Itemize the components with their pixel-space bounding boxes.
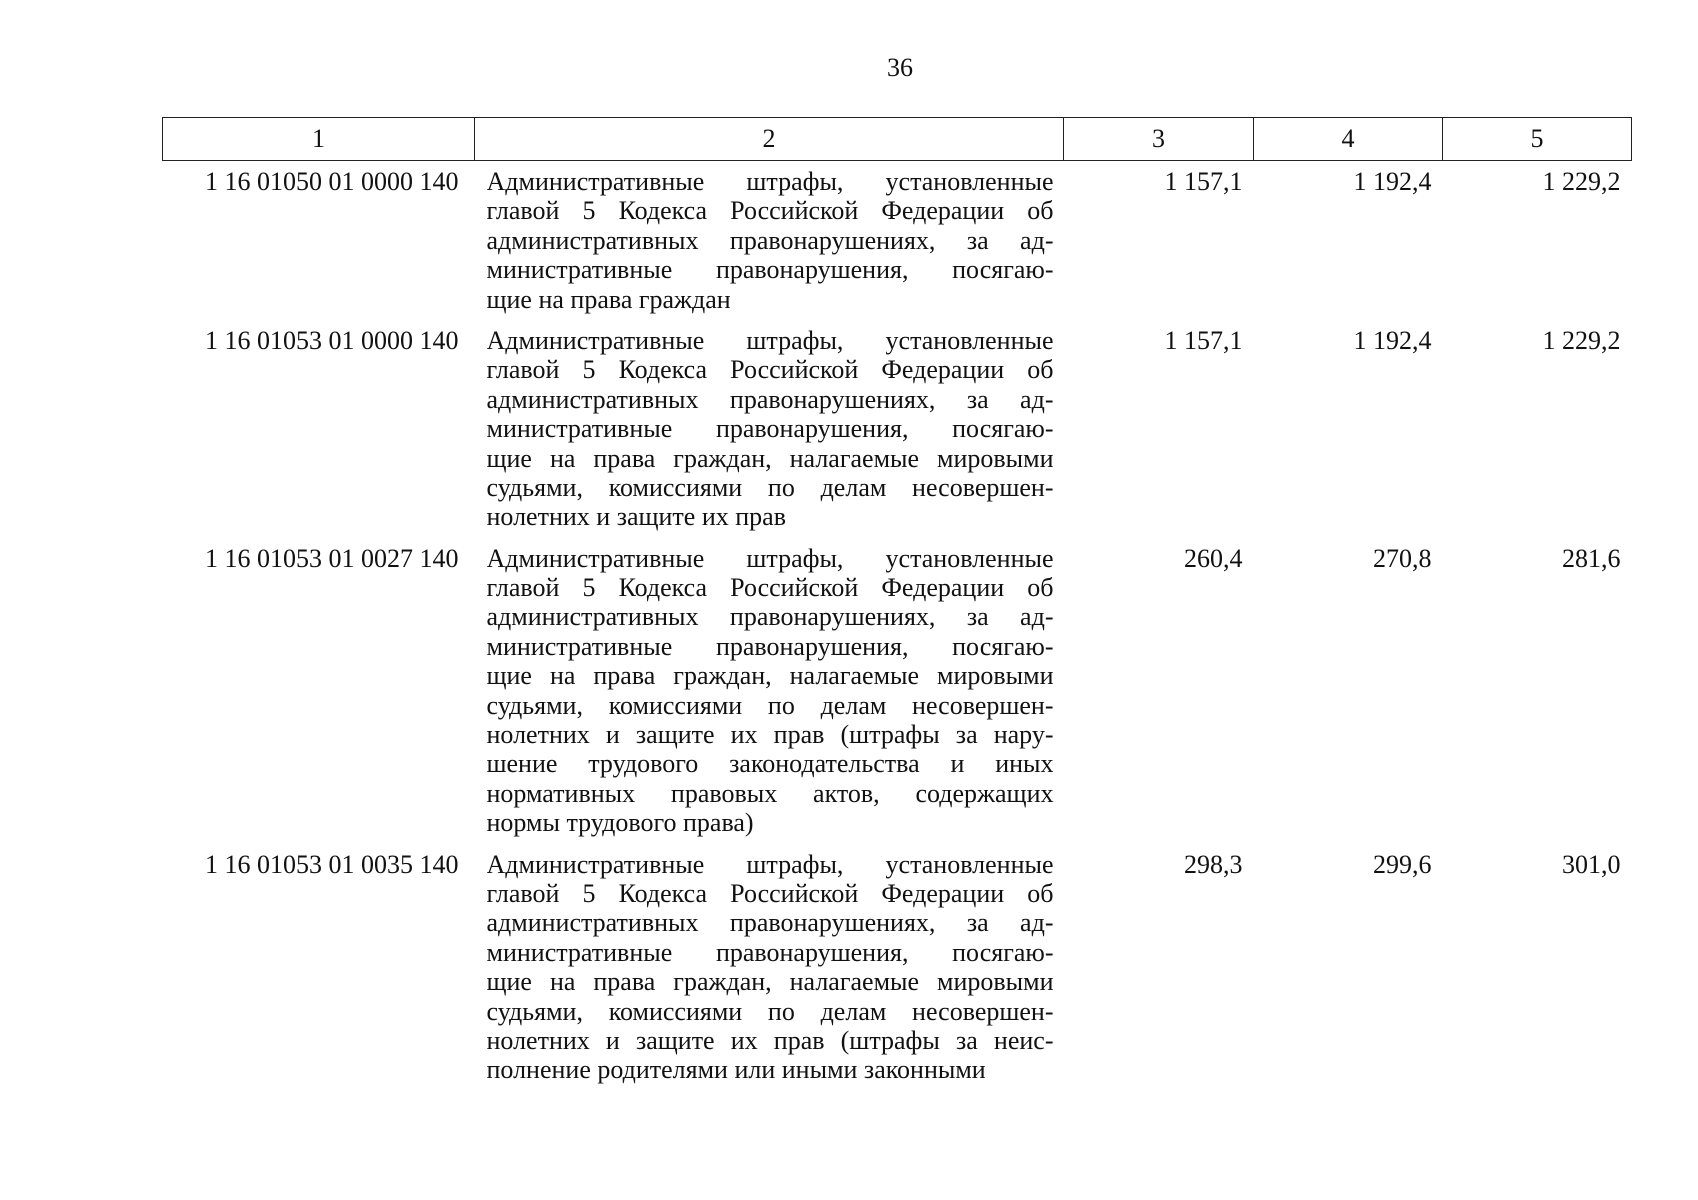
- description-line: административных правонарушениях, за ад-: [486, 225, 1054, 255]
- description-line: щие на права граждан, налагаемые мировыми: [486, 967, 1054, 997]
- amount-column-5: 1 229,2: [1542, 325, 1621, 355]
- table-row: [163, 850, 1632, 1097]
- description-line: щие на права граждан: [486, 284, 731, 314]
- description-line: министративные правонарушения, посягаю-: [486, 631, 1054, 661]
- column-header-2: 2: [475, 118, 1064, 161]
- table-row: [163, 544, 1632, 850]
- description-line: нолетних и защите их прав: [486, 502, 786, 532]
- revenue-table-container: [162, 117, 1631, 1097]
- table-row: [163, 326, 1632, 544]
- revenue-description: [475, 161, 1064, 326]
- amount-column-3: 260,4: [1184, 543, 1243, 573]
- budget-classification-code: 1 16 01050 01 0000 140: [205, 167, 459, 196]
- revenue-table: [162, 117, 1632, 1097]
- revenue-description: [475, 326, 1064, 544]
- description-line: нормативных правовых актов, содержащих: [486, 778, 1054, 808]
- description-line: шение трудового законодательства и иных: [486, 749, 1054, 779]
- amount-column-4: 1 192,4: [1353, 167, 1432, 196]
- amount-column-4: 270,8: [1373, 543, 1432, 573]
- description-line: министративные правонарушения, посягаю-: [486, 937, 1054, 967]
- description-line: Административные штрафы, установленные: [486, 543, 1054, 573]
- budget-classification-code: 1 16 01053 01 0000 140: [205, 325, 459, 355]
- budget-classification-code: 1 16 01053 01 0035 140: [205, 849, 459, 879]
- description-line: нолетних и защите их прав (штрафы за нару-: [486, 720, 1054, 750]
- description-line: полнение родителями или иными законными: [486, 1055, 986, 1085]
- description-line: судьями, комиссиями по делам несовершен-: [486, 472, 1054, 502]
- description-line: Административные штрафы, установленные: [486, 325, 1054, 355]
- description-line: нормы трудового права): [486, 808, 754, 838]
- revenue-description: [475, 544, 1064, 850]
- description-line: Административные штрафы, установленные: [486, 167, 1054, 196]
- page-number: 36: [887, 53, 913, 82]
- column-header-4: 4: [1254, 118, 1443, 161]
- description-line: административных правонарушениях, за ад-: [486, 384, 1054, 414]
- amount-column-4: 1 192,4: [1353, 325, 1432, 355]
- amount-column-3: 298,3: [1184, 849, 1243, 879]
- column-header-5: 5: [1443, 118, 1632, 161]
- amount-column-4: 299,6: [1373, 849, 1432, 879]
- description-line: министративные правонарушения, посягаю-: [486, 414, 1054, 444]
- revenue-description: [475, 850, 1064, 1097]
- description-line: главой 5 Кодекса Российской Федерации об: [486, 573, 1054, 603]
- description-line: главой 5 Кодекса Российской Федерации об: [486, 878, 1054, 908]
- description-line: судьями, комиссиями по делам несовершен-: [486, 996, 1054, 1026]
- description-line: Административные штрафы, установленные: [486, 849, 1054, 879]
- amount-column-5: 1 229,2: [1542, 167, 1621, 196]
- table-header-row: [163, 118, 1632, 161]
- amount-column-5: 301,0: [1562, 849, 1621, 879]
- description-line: административных правонарушениях, за ад-: [486, 602, 1054, 632]
- description-line: нолетних и защите их прав (штрафы за неис-: [486, 1025, 1054, 1055]
- table-row: [163, 161, 1632, 326]
- amount-column-3: 1 157,1: [1164, 167, 1243, 196]
- description-line: судьями, комиссиями по делам несовершен-: [486, 690, 1054, 720]
- description-line: щие на права граждан, налагаемые мировыми: [486, 443, 1054, 473]
- amount-column-5: 281,6: [1562, 543, 1621, 573]
- column-header-1: 1: [163, 118, 475, 161]
- budget-classification-code: 1 16 01053 01 0027 140: [205, 543, 459, 573]
- description-line: министративные правонарушения, посягаю-: [486, 255, 1054, 285]
- amount-column-3: 1 157,1: [1164, 325, 1243, 355]
- table-body: [163, 161, 1632, 1097]
- description-line: главой 5 Кодекса Российской Федерации об: [486, 355, 1054, 385]
- description-line: главой 5 Кодекса Российской Федерации об: [486, 196, 1054, 226]
- table-header: [163, 118, 1632, 161]
- column-header-3: 3: [1064, 118, 1254, 161]
- description-line: щие на права граждан, налагаемые мировыми: [486, 661, 1054, 691]
- description-line: административных правонарушениях, за ад-: [486, 908, 1054, 938]
